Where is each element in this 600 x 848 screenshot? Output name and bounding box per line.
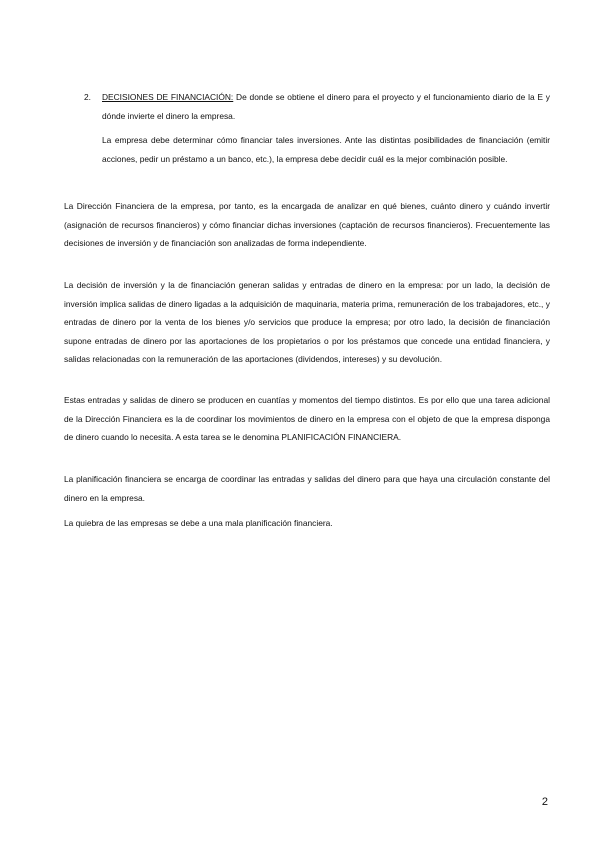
paragraph-quiebra: La quiebra de las empresas se debe a una mala planificación financiera. [64,518,333,528]
paragraph-direccion-financiera: La Dirección Financiera de la empresa, por tanto, es la encargada de analizar en qué bienes, cuánto dinero y cuándo invertir (asignación de recursos financieros) y cómo financiar dichas inversiones (captación de recursos financieros). Frecuentemente las decisiones de inversión y de financiación son analizadas de forma independiente. [64,201,550,248]
item-body [102,88,550,168]
paragraph-decision-inversion: La decisión de inversión y la de financiación generan salidas y entradas de dinero en la empresa: por un lado, la decisión de inversión implica salidas de dinero ligadas a la adquisición de maquinaria, materia prima, remuneración de los trabajadores, etc., y entradas de dinero por la venta de los bienes y/o servicios que produce la empresa; por otro lado, la decisión de financiación supone entradas de dinero por las aportaciones de los propietarios o por los préstamos que concede una entidad financiera, y salidas relacionadas con la remuneración de las aportaciones (dividendos, intereses) y su devolución. [64,280,550,364]
item-text: De donde se obtiene el dinero para el proyecto y el funcionamiento diario de la E y dónde invierte el dinero la empresa. [102,92,550,121]
page-number: 2 [541,796,548,808]
item-title: DECISIONES DE FINANCIACIÓN: [102,92,234,102]
item-subparagraph: La empresa debe determinar cómo financiar tales inversiones. Ante las distintas posibilidades de financiación (emitir acciones, pedir un préstamo a un banco, etc.), la empresa debe decidir cuál es la mejor combinación posible. [102,135,550,164]
paragraph-entradas-salidas: Estas entradas y salidas de dinero se producen en cuantías y momentos del tiempo distintos. Es por ello que una tarea adicional de la Dirección Financiera es la de coordinar los movimientos de dinero en la empresa con el objeto de que la empresa disponga de dinero cuando lo necesita. A esta tarea se le denomina PLANIFICACIÓN FINANCIERA. [64,395,550,442]
item-number: 2. [84,92,91,102]
paragraph-planificacion: La planificación financiera se encarga de coordinar las entradas y salidas del dinero para que haya una circulación constante del dinero en la empresa. [64,474,550,503]
